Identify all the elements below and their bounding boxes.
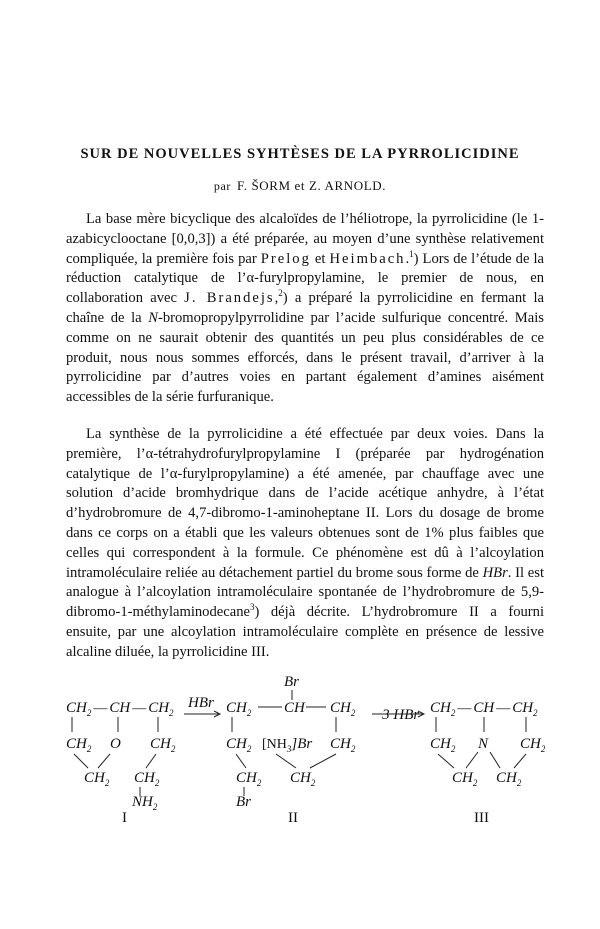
compound-label-III: III: [474, 810, 489, 826]
c3-nitrogen: N: [478, 736, 489, 752]
p1-text-3: ) Lors de l’étude de la réduction catalytique de l’α-furylpropylamine, le premier de nous, en collaboration avec: [66, 250, 544, 307]
c1-mid2: $CH_2$: [150, 736, 176, 754]
p1-italic-n: N: [148, 309, 158, 326]
c2-mid: $CH_2$: [226, 736, 252, 754]
c3-mid: $CH_2$: [430, 736, 456, 754]
p2-text-1: La synthèse de la pyrrolicidine a été effectuée par deux voies. Dans la première, l’α-tétrahydrofurylpropylamine I (préparée par hydrogénation catalytique de l’α-furylpropylamine) a été amenée, par chauffage avec une solution d’acide bromhydrique dans de l’acide acétique anhydre, à l’état d’hydrobromure de 4,7-dibromo-1-aminoheptane II. Lors du dosage de brome dans ce corps on a établi que les valeurs obtenues sont de 1% plus faibles que celles qui correspondent à la formule. Ce phénomène est dû à l’alcoylation intramoléculaire reliée au détachement partiel du brome sous forme de: [66, 426, 544, 581]
c2-low: $CH_2$: [236, 770, 262, 788]
c1-mid: $CH_2$: [66, 736, 92, 754]
c2-low2: $CH_2$: [290, 770, 316, 788]
author-prelog: Prelog: [260, 250, 311, 267]
c3-low2: $CH_2$: [496, 770, 522, 788]
reagent-hbr: HBr: [188, 695, 214, 711]
byline-prefix: par: [213, 179, 231, 193]
author-names: F. ŠORM et Z. ARNOLD.: [236, 178, 387, 193]
c1-top: $CH_2$ — CH — $CH_2$: [66, 700, 174, 718]
p1-text-5: -bromopropylpyrrolidine par l’acide sulfurique concentré. Mais comme on ne saurait obtenir des quantités un peu plus considérables de ce produit, nous nous sommes efforcés, dans le présent travail, d’arriver à la pyrrolicidine par d’autres voies en partant également d’amines aisément accessibles de la série furfuranique.: [66, 309, 544, 406]
author-brandejs: J. Brandejs: [184, 290, 275, 307]
author-heimbach: Heimbach: [329, 250, 406, 267]
p2-italic-hbr: HBr: [482, 564, 508, 581]
paragraph-1: La base mère bicyclique des alcaloïdes de l’héliotrope, la pyrrolicidine (le 1-azabicyclooctane [0,0,3]) a été préparée, au moyen d’une synthèse relativement compliquée, la première fois par Prelog et Heimbach.$^1$) Lors de l’étude de la réduction catalytique de l’α-furylpropylamine, le premier de nous, en collaboration avec J. Brandejs,$^2$) a préparé la pyrrolicidine en fermant la chaîne de la N-bromopropylpyrrolidine par l’acide sulfurique concentré. Mais comme on ne saurait obtenir des quantités un peu plus considérables de ce produit, nous nous sommes efforcés, dans le présent travail, d’arriver à la pyrrolicidine par d’autres voies en partant également d’amines aisément accessibles de la série furfuranique.: [66, 211, 544, 406]
c3-top: $CH_2$ — CH — $CH_2$: [430, 700, 538, 718]
footnote-ref-2: 2: [278, 288, 283, 299]
authors-line: [0, 178, 600, 194]
paragraph-2: [66, 425, 544, 663]
p2-text-3: ) déjà décrite. L’hydrobromure II a fourni ensuite, par une alcoylation intramoléculaire complète en présence de lessive alcaline diluée, la pyrrolicidine III.: [66, 604, 544, 660]
p1-text-2: et: [310, 250, 330, 267]
footnote-ref-3: 3: [249, 602, 255, 613]
c2-ch: CH: [284, 700, 305, 716]
c2-bottom-br: Br: [236, 794, 251, 810]
c2-top: $CH_2$: [226, 700, 252, 718]
compound-label-I: I: [122, 810, 127, 826]
c2-mid2: $CH_2$: [330, 736, 356, 754]
c2-top-br: Br: [284, 674, 299, 690]
compound-III: [430, 700, 546, 788]
c2-ammonium: $[NH_3]Br$: [262, 736, 313, 754]
p2-text-2: . Il est analogue à l’alcoylation intramoléculaire spontanée de l’hydrobromure de 5,9-dibromo-1-méthylaminodecane: [66, 564, 544, 621]
c3-mid2: $CH_2$: [520, 736, 546, 754]
p1-text-4: ) a préparé la pyrrolicidine en fermant la chaîne de la: [66, 290, 544, 326]
footnote-ref-1: 1: [409, 248, 414, 259]
article-title: SUR DE NOUVELLES SYHTÈSES DE LA PYRROLICIDINE: [80, 146, 520, 162]
c1-amine: $NH_2$: [132, 794, 158, 812]
compound-label-II: II: [288, 810, 298, 826]
c1-low2: $CH_2$: [134, 770, 160, 788]
p1-text-1: La base mère bicyclique des alcaloïdes de l’héliotrope, la pyrrolicidine (le 1-azabicyclooctane [0,0,3]) a été préparée, au moyen d’une synthèse relativement compliquée, la première fois par: [66, 211, 544, 267]
c1-low: $CH_2$: [84, 770, 110, 788]
reaction-scheme: [0, 672, 600, 832]
c1-oxygen: O: [110, 736, 121, 752]
c2-top2: $CH_2$: [330, 700, 356, 718]
c3-low: $CH_2$: [452, 770, 478, 788]
reagent-minus-3hbr: −3 HBr: [372, 707, 420, 723]
compound-I: [66, 700, 176, 812]
compound-II: [226, 674, 356, 810]
